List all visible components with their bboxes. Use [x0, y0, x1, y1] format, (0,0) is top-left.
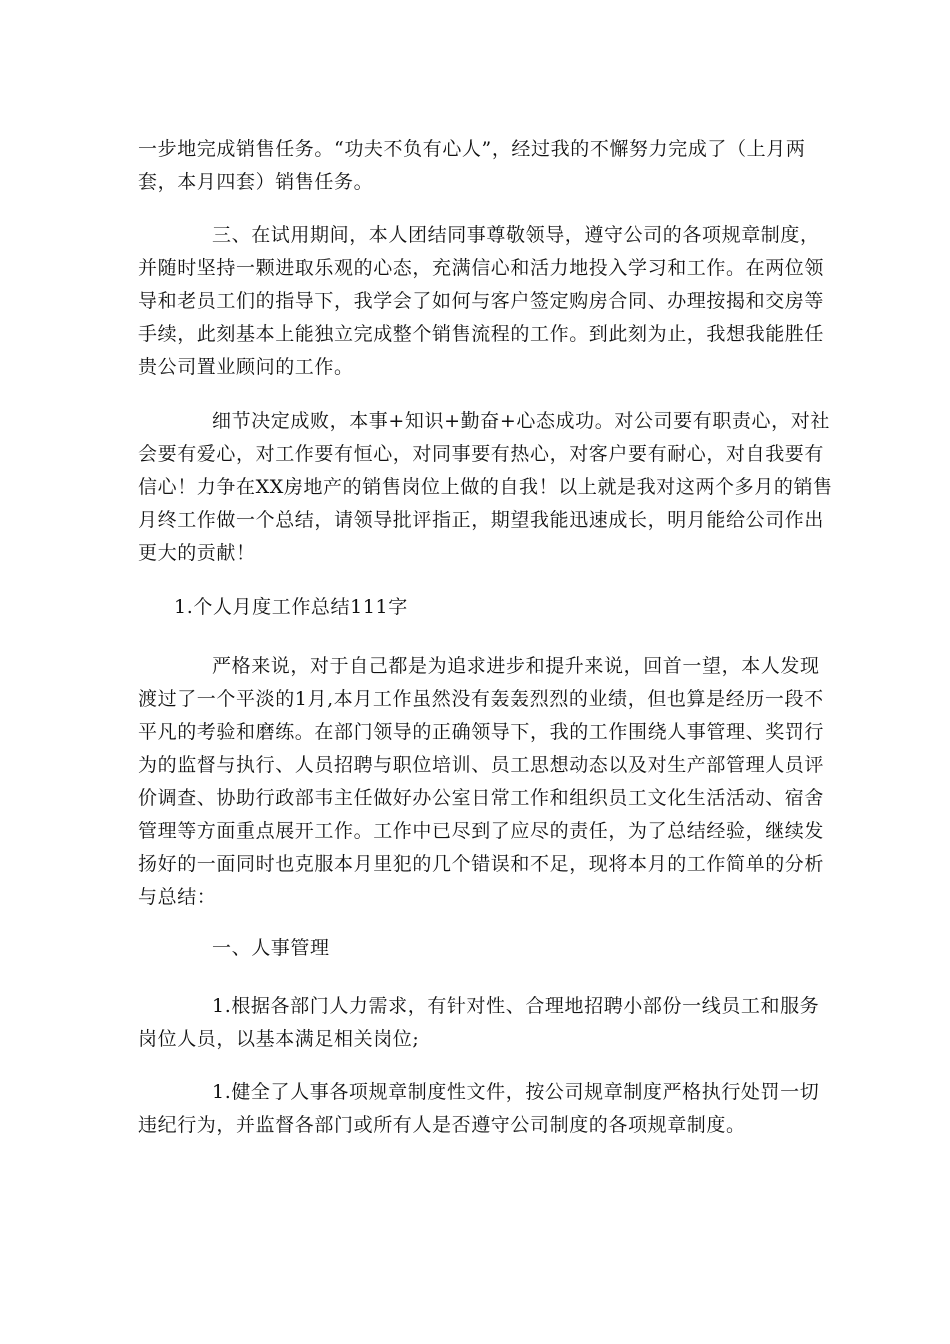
- text-line: 扬好的一面同时也克服本月里犯的几个错误和不足，现将本月的工作简单的分析: [138, 853, 825, 875]
- text-line: 严格来说，对于自己都是为追求进步和提升来说，回首一望，本人发现: [212, 655, 820, 677]
- text-line: 1.健全了人事各项规章制度性文件，按公司规章制度严格执行处罚一切: [212, 1081, 820, 1103]
- paragraph-regulations: [138, 1076, 818, 1142]
- paragraph-strict-summary: [138, 650, 825, 914]
- text-line: 渡过了一个平淡的1月,本月工作虽然没有轰轰烈烈的业绩，但也算是经历一段不: [138, 688, 824, 710]
- text-line: 细节决定成败，本事+知识+勤奋+心态成功。对公司要有职责心，对社: [212, 410, 830, 432]
- text-line: 会要有爱心，对工作要有恒心，对同事要有热心，对客户要有耐心，对自我要有: [138, 443, 825, 465]
- text-line: 1.根据各部门人力需求，有针对性、合理地招聘小部份一线员工和服务: [212, 995, 820, 1017]
- text-line: 价调查、协助行政部韦主任做好办公室日常工作和组织员工文化生活活动、宿舍: [138, 787, 825, 809]
- text-line: 违纪行为，并监督各部门或所有人是否遵守公司制度的各项规章制度。: [138, 1114, 746, 1136]
- text-line: 与总结：: [138, 886, 217, 908]
- text-line: 岗位人员，以基本满足相关岗位;: [138, 1028, 420, 1050]
- text-line: 平凡的考验和磨练。在部门领导的正确领导下，我的工作围绕人事管理、奖罚行: [138, 721, 825, 743]
- text-line: 贵公司置业顾问的工作。: [138, 356, 354, 378]
- text-line: 导和老员工们的指导下，我学会了如何与客户签定购房合同、办理按揭和交房等: [138, 290, 825, 312]
- section-heading-hr: [138, 932, 818, 965]
- text-line: 信心！力争在XX房地产的销售岗位上做的自我！以上就是我对这两个多月的销售: [138, 476, 833, 498]
- text-line: 一步地完成销售任务。“功夫不负有心人”，经过我的不懈努力完成了（上月两: [138, 138, 806, 160]
- text-line: 手续，此刻基本上能独立完成整个销售流程的工作。到此刻为止，我想我能胜任: [138, 323, 825, 345]
- paragraph-sales-task: [138, 133, 818, 199]
- section-heading-monthly-summary: [138, 591, 818, 624]
- text-line: 月终工作做一个总结，请领导批评指正，期望我能迅速成长，明月能给公司作出: [138, 509, 825, 531]
- paragraph-probation: [138, 219, 825, 384]
- text-line: 更大的贡献！: [138, 542, 256, 564]
- paragraph-recruitment: [138, 990, 818, 1056]
- text-line: 一、人事管理: [212, 937, 330, 959]
- text-line: 为的监督与执行、人员招聘与职位培训、员工思想动态以及对生产部管理人员评: [138, 754, 825, 776]
- paragraph-details: [138, 405, 833, 570]
- text-line: 管理等方面重点展开工作。工作中已尽到了应尽的责任，为了总结经验，继续发: [138, 820, 825, 842]
- text-line: 套，本月四套）销售任务。: [138, 171, 374, 193]
- text-line: 三、在试用期间，本人团结同事尊敬领导，遵守公司的各项规章制度，: [212, 224, 820, 246]
- text-line: 1.个人月度工作总结111字: [174, 596, 408, 618]
- text-line: 并随时坚持一颗进取乐观的心态，充满信心和活力地投入学习和工作。在两位领: [138, 257, 825, 279]
